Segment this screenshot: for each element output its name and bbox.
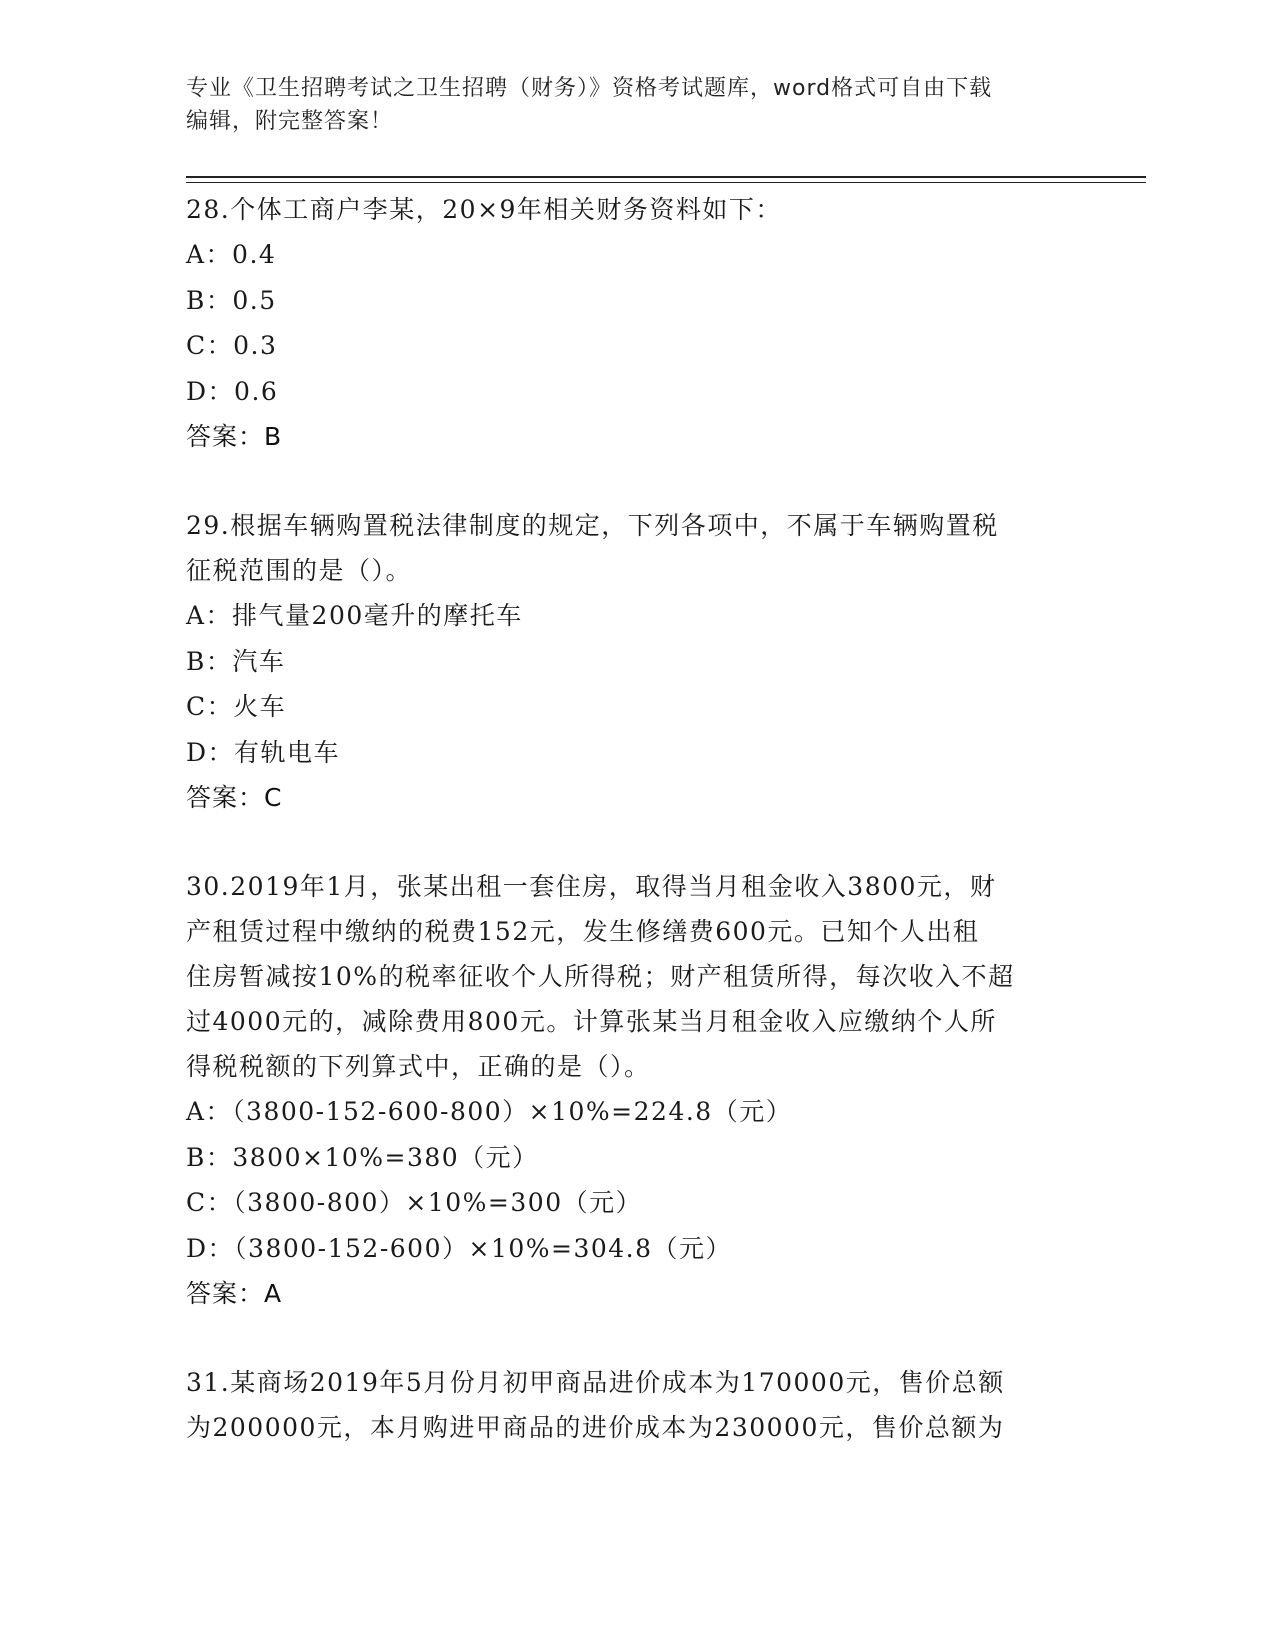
question-stem — [186, 503, 1086, 593]
question-list — [186, 187, 1086, 1494]
option-d: D：有轨电车 — [186, 737, 341, 767]
question-31 — [186, 1360, 1086, 1450]
option-a: A：0.4 — [186, 240, 277, 269]
question-stem — [186, 864, 1086, 1089]
stem-line: 得税税额的下列算式中，正确的是（）。 — [186, 1052, 651, 1081]
option-c: C：（3800-800）×10%=300（元） — [186, 1188, 643, 1217]
option-c: C：火车 — [186, 692, 287, 721]
answer: 答案：B — [186, 422, 283, 451]
stem-line: 30.2019年1月，张某出租一套住房，取得当月租金收入3800元，财 — [186, 872, 997, 901]
option-c: C：0.3 — [186, 331, 278, 360]
stem-line: 征税范围的是（）。 — [186, 556, 413, 585]
option-d: D：0.6 — [186, 376, 279, 406]
option-d: D：（3800-152-600）×10%=304.8（元） — [186, 1233, 733, 1263]
header-line-2: 编辑，附完整答案！ — [186, 109, 394, 134]
answer: 答案：C — [186, 783, 283, 812]
stem-line: 28.个体工商户李某，20×9年相关财务资料如下： — [186, 195, 782, 224]
option-a: A：排气量200毫升的摩托车 — [186, 601, 523, 630]
stem-line: 过4000元的，减除费用800元。计算张某当月租金收入应缴纳个人所 — [186, 1007, 997, 1036]
stem-line: 为200000元，本月购进甲商品的进价成本为230000元，售价总额为 — [186, 1413, 1005, 1442]
stem-line: 产租赁过程中缴纳的税费152元，发生修缮费600元。已知个人出租 — [186, 917, 980, 946]
answer: 答案：A — [186, 1279, 283, 1308]
header-line-1: 专业《卫生招聘考试之卫生招聘（财务）》资格考试题库，word格式可自由下载 — [186, 76, 993, 101]
stem-line: 住房暂减按10%的税率征收个人所得税；财产租赁所得，每次收入不超 — [186, 962, 1015, 991]
question-28 — [186, 187, 1086, 459]
header-divider-thin — [186, 182, 1146, 183]
header-divider-thick — [186, 176, 1146, 178]
document-header — [186, 72, 1086, 138]
option-b: B：汽车 — [186, 646, 286, 676]
option-b: B：0.5 — [186, 285, 277, 315]
question-stem — [186, 1360, 1086, 1450]
question-30 — [186, 864, 1086, 1316]
question-29 — [186, 503, 1086, 820]
question-stem — [186, 187, 1086, 232]
option-b: B：3800×10%=380（元） — [186, 1142, 539, 1172]
stem-line: 29.根据车辆购置税法律制度的规定，下列各项中，不属于车辆购置税 — [186, 511, 999, 540]
option-a: A：（3800-152-600-800）×10%=224.8（元） — [186, 1097, 793, 1126]
stem-line: 31.某商场2019年5月份月初甲商品进价成本为170000元，售价总额 — [186, 1368, 1005, 1397]
